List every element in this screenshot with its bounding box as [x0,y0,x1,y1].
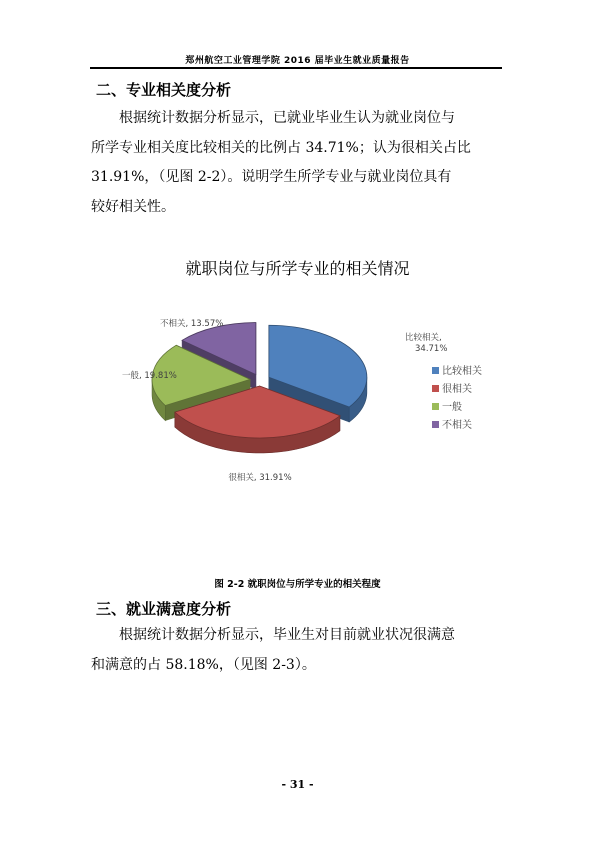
section-heading-satisfaction: 三、就业满意度分析 [96,600,232,618]
paragraph-satisfaction [91,621,505,680]
paragraph-line: 31.91%，（见图 2-2）。说明学生所学专业与就业岗位具有 [91,169,452,185]
legend-swatch-很相关 [432,385,439,392]
data-label-一般: 一般, 19.81% [122,371,177,381]
pie-chart [100,300,520,500]
legend-label-很相关: 很相关 [442,384,472,395]
section-heading-relevance: 二、专业相关度分析 [96,81,232,99]
paragraph-line: 较好相关性。 [91,198,175,215]
page-number: - 31 - [281,778,314,791]
data-label-value: 34.71% [415,344,448,354]
legend-swatch-不相关 [432,421,439,428]
paragraph-line: 根据统计数据分析显示，毕业生对目前就业状况很满意 [91,627,455,643]
paragraph-line: 所学专业相关度比较相关的比例占 34.71%；认为很相关占比 [91,139,471,156]
data-label-不相关: 不相关, 13.57% [160,319,224,329]
legend-swatch-一般 [432,403,439,410]
chart-title: 就职岗位与所学专业的相关情况 [185,259,410,278]
paragraph-relevance [91,104,505,222]
chart-legend [432,364,482,431]
pie-slices [152,323,367,453]
report-header-title: 郑州航空工业管理学院 2016 届毕业生就业质量报告 [185,56,410,66]
legend-label-比较相关: 比较相关 [442,366,482,377]
legend-label-不相关: 不相关 [442,420,472,431]
figure-caption: 图 2-2 就职岗位与所学专业的相关程度 [214,579,381,590]
legend-label-一般: 一般 [442,402,462,413]
header-rule [90,67,502,69]
data-label-category: 比较相关, [405,333,442,343]
paragraph-line: 根据统计数据分析显示，已就业毕业生认为就业岗位与 [91,110,455,126]
legend-swatch-比较相关 [432,367,439,374]
paragraph-line: 和满意的占 58.18%，（见图 2-3）。 [91,656,316,673]
data-label-比较相关 [405,332,447,354]
data-label-很相关: 很相关, 31.91% [228,473,292,483]
